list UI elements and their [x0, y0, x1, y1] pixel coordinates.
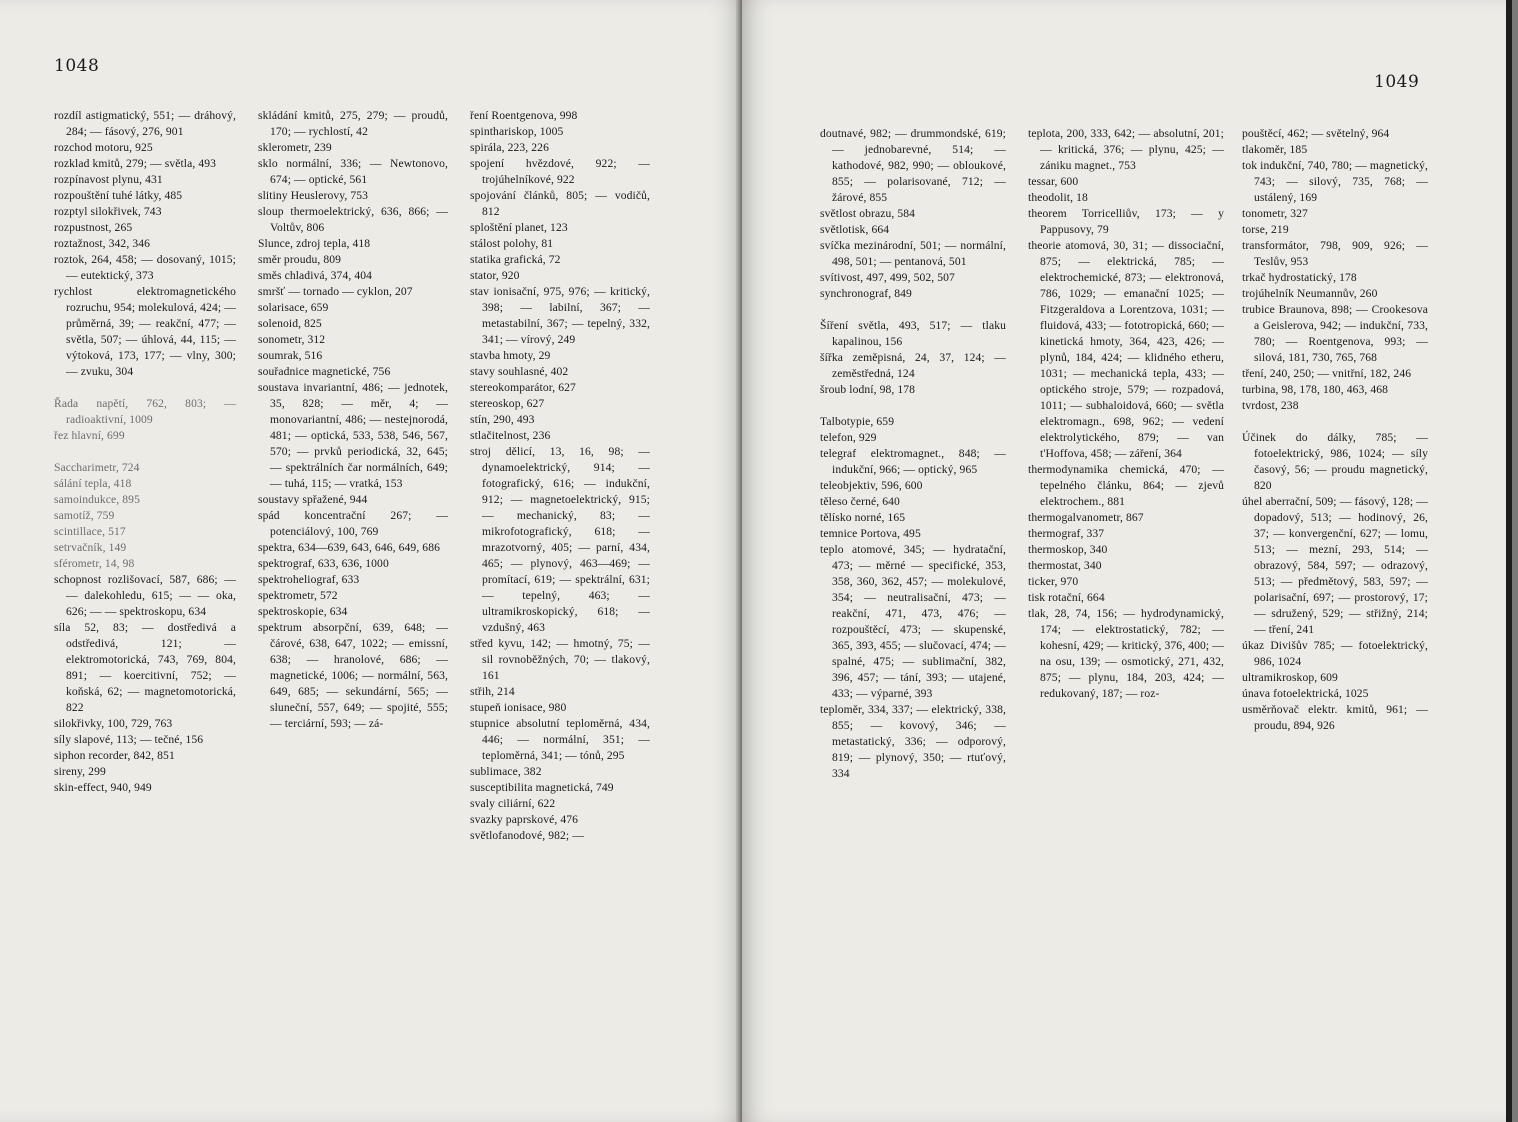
index-entry: usměrňovač elektr. kmitů, 961; — proudu, 894, 926 — [1242, 703, 1428, 732]
index-entry: solenoid, 825 — [258, 317, 322, 330]
index-entry: rozpustnost, 265 — [54, 221, 133, 234]
index-entry: rozpínavost plynu, 431 — [54, 173, 163, 186]
left-page — [0, 0, 742, 1122]
index-entry: skládání kmitů, 275, 279; — proudů, 170; — rychlostí, 42 — [258, 109, 448, 138]
index-entry: tlakoměr, 185 — [1242, 143, 1308, 156]
index-entry: roztažnost, 342, 346 — [54, 237, 151, 250]
index-entry: ultramikroskop, 609 — [1242, 671, 1338, 684]
index-entry: sonometr, 312 — [258, 333, 326, 346]
index-entry: spád koncentrační 267; — potenciálový, 100, 769 — [258, 509, 448, 538]
index-entry: spektrum absorpční, 639, 648; — čárové, 638, 647, 1022; — emissní, 638; — hranolové, 686; — magnetické, 1006; — normální, 563, 649, 685; — sekundární, 565; — sluneční, 557, 649; — spojité, 555; — terciární, 593; — zá- — [258, 621, 448, 730]
index-entry: světlotisk, 664 — [820, 223, 890, 236]
index-entry: telefon, 929 — [820, 431, 877, 444]
index-entry: Šíření světla, 493, 517; — tlaku kapalinou, 156 — [820, 319, 1006, 348]
index-entry: trubice Braunova, 898; — Crookesova a Geislerova, 942; — indukční, 733, 780; — Roentgenova, 993; — silová, 181, 730, 765, 768 — [1242, 303, 1428, 364]
index-entry: soustavy spřažené, 944 — [258, 493, 368, 506]
index-entry: světlofanodové, 982; — — [470, 829, 584, 842]
index-entry: Talbotypie, 659 — [820, 415, 895, 428]
index-entry: thermostat, 340 — [1028, 559, 1102, 572]
index-entry: tessar, 600 — [1028, 175, 1079, 188]
index-entry: smršť — tornado — cyklon, 207 — [258, 285, 413, 298]
index-entry: stupnice absolutní teploměrná, 434, 446; — normální, 351; — teploměrná, 341; — tónů, 295 — [470, 717, 650, 762]
index-entry: thermoskop, 340 — [1028, 543, 1108, 556]
index-entry: teplota, 200, 333, 642; — absolutní, 201; — kritická, 376; — plynu, 425; — zániku magnet., 753 — [1028, 127, 1224, 172]
index-entry: transformátor, 798, 909, 926; — Teslův, 953 — [1242, 239, 1428, 268]
index-entry: tvrdost, 238 — [1242, 399, 1299, 412]
index-entry: torse, 219 — [1242, 223, 1289, 236]
index-entry: spektrometr, 572 — [258, 589, 338, 602]
index-entry: směs chladivá, 374, 404 — [258, 269, 373, 282]
index-entry: stavy souhlasné, 402 — [470, 365, 569, 378]
index-entry: spojení hvězdové, 922; — trojúhelníkové, 922 — [470, 157, 650, 186]
index-entry: sálání tepla, 418 — [54, 477, 132, 490]
index-entry: stereokomparátor, 627 — [470, 381, 576, 394]
index-entry: svítivost, 497, 499, 502, 507 — [820, 271, 955, 284]
index-entry: trojúhelník Neumannův, 260 — [1242, 287, 1378, 300]
index-entry: spektroheliograf, 633 — [258, 573, 360, 586]
index-entry: souřadnice magnetické, 756 — [258, 365, 391, 378]
index-entry: úhel aberrační, 509; — fásový, 128; — dopadový, 513; — hodinový, 26, 37; — konvergenční, 627; — lomu, 513; — mezní, 293, 514; — obrazový, 584, 597; — odrazový, 513; — předmětový, 583, 597; — polarisační, 697; — prostorový, 17; — sdružený, 529; — střižný, 214; — tření, 241 — [1242, 495, 1428, 636]
index-entry: únava fotoelektrická, 1025 — [1242, 687, 1369, 700]
index-entry: trkač hydrostatický, 178 — [1242, 271, 1357, 284]
index-column-2 — [1028, 126, 1224, 702]
index-entry: sploštění planet, 123 — [470, 221, 568, 234]
index-entry: sireny, 299 — [54, 765, 106, 778]
index-entry: směr proudu, 809 — [258, 253, 342, 266]
page-edge — [1506, 0, 1512, 1122]
index-entry: stroj dělicí, 13, 16, 98; — dynamoelektrický, 914; — fotografický, 616; — indukční, 912; — magnetoelektrický, 915; — mechanický, 83; — mikrofotografický, 618; — mrazotvorný, 405; — parní, 434, 465; — plynový, 463—469; — promítací, 619; — spektrální, 631; — tepelný, 463; — ultramikroskopický, 618; — vzdušný, 463 — [470, 445, 650, 634]
index-entry: soustava invariantní, 486; — jednotek, 35, 828; — měr, 4; — monovariantní, 486; — nestejnorodá, 481; — optická, 533, 538, 546, 567, 570; — prvků periodická, 32, 645; — spektrálních čar normálních, 649; — tuhá, 115; — vratká, 153 — [258, 381, 448, 490]
index-entry: teplo atomové, 345; — hydratační, 473; — měrné — specifické, 353, 358, 360, 362, 457; — molekulové, 354; — neutralisační, 473; — reakční, 471, 473, 476; — rozpouštěcí, 473; — skupenské, 365, 393, 455; — slučovací, 474; — spalné, 475; — sublimační, 382, 396, 457; — tání, 393; — utajené, 433; — výparné, 393 — [820, 543, 1006, 700]
index-entry: světlost obrazu, 584 — [820, 207, 916, 220]
index-entry: stereoskop, 627 — [470, 397, 545, 410]
index-entry: řez hlavní, 699 — [54, 429, 125, 442]
index-entry: theorie atomová, 30, 31; — dissociační, 875; — elektrická, 785; — elektrochemické, 873; — elektronová, 786, 1029; — emanační 1025; — Fitzgeraldova a Lorentzova, 1031; — fluidová, 433; — fototropická, 660; — kinetická hmoty, 364, 423, 426; — plynů, 184, 424; — klidného etheru, 1031; — mechanická tepla, 433; — optického stroje, 579; — rozpadová, 1011; — subhaloidová, 660; — světla elektromagn., 698, 962; — vedení elektrolytického, 879; — van t'Hoffova, 458; — záření, 364 — [1028, 239, 1224, 460]
page-number: 1049 — [1374, 72, 1420, 92]
index-entry: stlačitelnost, 236 — [470, 429, 551, 442]
index-entry: spektroskopie, 634 — [258, 605, 348, 618]
index-entry: setrvačník, 149 — [54, 541, 127, 554]
index-entry: rozchod motoru, 925 — [54, 141, 153, 154]
index-entry: synchronograf, 849 — [820, 287, 912, 300]
index-entry: teleobjektiv, 596, 600 — [820, 479, 923, 492]
index-entry: theorem Torricelliův, 173; — y Pappusovy, 79 — [1028, 207, 1224, 236]
index-entry: tisk rotační, 664 — [1028, 591, 1105, 604]
index-entry: solarisace, 659 — [258, 301, 329, 314]
index-entry: thermodynamika chemická, 470; — tepelného článku, 864; — zjevů elektrochem., 881 — [1028, 463, 1224, 508]
index-entry: sférometr, 14, 98 — [54, 557, 135, 570]
index-entry: ticker, 970 — [1028, 575, 1079, 588]
index-entry: stupeň ionisace, 980 — [470, 701, 567, 714]
index-entry: susceptibilita magnetická, 749 — [470, 781, 614, 794]
index-entry: schopnost rozlišovací, 587, 686; — — dalekohledu, 615; — — oka, 626; — — spektroskopu, 634 — [54, 573, 236, 618]
index-entry: rozpouštění tuhé látky, 485 — [54, 189, 183, 202]
index-entry: siphon recorder, 842, 851 — [54, 749, 175, 762]
index-entry: spinthariskop, 1005 — [470, 125, 564, 138]
index-entry: stator, 920 — [470, 269, 520, 282]
index-entry: síla 52, 83; — dostředivá a odstředivá, 121; — elektromotorická, 743, 769, 804, 891; — koercitivní, 752; — koňská, 62; — magnetomotorická, 822 — [54, 621, 236, 714]
index-entry: Slunce, zdroj tepla, 418 — [258, 237, 371, 250]
index-entry: stav ionisační, 975, 976; — kritický, 398; — labilní, 367; — metastabilní, 367; — tepelný, 332, 341; — vírový, 249 — [470, 285, 650, 346]
index-entry: telegraf elektromagnet., 848; — indukční, 966; — optický, 965 — [820, 447, 1006, 476]
index-entry: střih, 214 — [470, 685, 515, 698]
index-column-1 — [820, 126, 1006, 782]
index-entry: samoindukce, 895 — [54, 493, 140, 506]
index-column-3 — [470, 108, 650, 844]
index-entry: tření, 240, 250; — vnitřní, 182, 246 — [1242, 367, 1412, 380]
index-entry: roztok, 264, 458; — dosovaný, 1015; — eutektický, 373 — [54, 253, 236, 282]
index-column-3 — [1242, 126, 1428, 734]
index-entry: sloup thermoelektrický, 636, 866; — Voltův, 806 — [258, 205, 448, 234]
index-entry: stálost polohy, 81 — [470, 237, 554, 250]
index-entry: doutnavé, 982; — drummondské, 619; — jednobarevné, 514; — kathodové, 982, 990; — obloukové, 855; — polarisované, 712; — žárové, 855 — [820, 127, 1006, 204]
index-entry: sublimace, 382 — [470, 765, 542, 778]
index-entry: stavba hmoty, 29 — [470, 349, 551, 362]
index-entry: úkaz Divišův 785; — fotoelektrický, 986, 1024 — [1242, 639, 1428, 668]
index-entry: slitiny Heuslerovy, 753 — [258, 189, 369, 202]
index-entry: spektra, 634—639, 643, 646, 649, 686 — [258, 541, 441, 554]
index-entry: rozklad kmitů, 279; — světla, 493 — [54, 157, 217, 170]
index-entry: sklo normální, 336; — Newtonovo, 674; — optické, 561 — [258, 157, 448, 186]
right-page — [742, 0, 1512, 1122]
index-entry: pouštěcí, 462; — světelný, 964 — [1242, 127, 1390, 140]
index-entry: střed kyvu, 142; — hmotný, 75; — sil rovnoběžných, 70; — tlakový, 161 — [470, 637, 650, 682]
index-column-1 — [54, 108, 236, 796]
index-entry: thermogalvanometr, 867 — [1028, 511, 1144, 524]
index-entry: šroub lodní, 98, 178 — [820, 383, 916, 396]
index-entry: síly slapové, 113; — tečné, 156 — [54, 733, 204, 746]
index-entry: rozptyl silokřivek, 743 — [54, 205, 162, 218]
index-entry: ření Roentgenova, 998 — [470, 109, 578, 122]
index-entry: spektrograf, 633, 636, 1000 — [258, 557, 389, 570]
index-entry: Saccharimetr, 724 — [54, 461, 140, 474]
index-entry: svazky paprskové, 476 — [470, 813, 579, 826]
index-entry: thermograf, 337 — [1028, 527, 1105, 540]
index-entry: těleso černé, 640 — [820, 495, 900, 508]
index-entry: teploměr, 334, 337; — elektrický, 338, 855; — kovový, 346; — metastatický, 336; — odporový, 819; — plynový, 350; — rtuťový, 334 — [820, 703, 1006, 780]
index-entry: stín, 290, 493 — [470, 413, 535, 426]
index-entry: theodolit, 18 — [1028, 191, 1088, 204]
index-entry: tělísko norné, 165 — [820, 511, 906, 524]
index-entry: šířka zeměpisná, 24, 37, 124; — zeměstředná, 124 — [820, 351, 1006, 380]
index-entry: Účinek do dálky, 785; — fotoelektrický, 986, 1024; — síly časový, 56; — proudu magnetický, 820 — [1242, 431, 1428, 492]
index-entry: spirála, 223, 226 — [470, 141, 549, 154]
index-entry: spojování článků, 805; — vodičů, 812 — [470, 189, 650, 218]
index-entry: tonometr, 327 — [1242, 207, 1308, 220]
index-column-2 — [258, 108, 448, 732]
index-entry: svíčka mezinárodní, 501; — normální, 498, 501; — pentanová, 501 — [820, 239, 1006, 268]
index-entry: tok indukční, 740, 780; — magnetický, 743; — silový, 735, 768; — ustálený, 169 — [1242, 159, 1428, 204]
index-entry: sklerometr, 239 — [258, 141, 332, 154]
page-number: 1048 — [54, 56, 100, 76]
index-entry: temnice Portova, 495 — [820, 527, 921, 540]
index-entry: rychlost elektromagnetického rozruchu, 954; molekulová, 424; — průměrná, 39; — reakční, 477; — světla, 507; — úhlová, 44, 115; — výtoková, 173, 177; — vlny, 300; — zvuku, 304 — [54, 285, 236, 378]
index-entry: silokřivky, 100, 729, 763 — [54, 717, 173, 730]
index-entry: turbina, 98, 178, 180, 463, 468 — [1242, 383, 1389, 396]
index-entry: statika grafická, 72 — [470, 253, 561, 266]
index-entry: rozdíl astigmatický, 551; — dráhový, 284; — fásový, 276, 901 — [54, 109, 236, 138]
index-entry: scintillace, 517 — [54, 525, 126, 538]
index-entry: samotíž, 759 — [54, 509, 115, 522]
index-entry: soumrak, 516 — [258, 349, 323, 362]
index-entry: tlak, 28, 74, 156; — hydrodynamický, 174; — elektrostatický, 782; — kohesní, 429; — kritický, 376, 400; — na osu, 139; — osmotický, 271, 432, 875; — plynu, 184, 203, 424; — redukovaný, 187; — roz- — [1028, 607, 1224, 700]
index-entry: skin-effect, 940, 949 — [54, 781, 152, 794]
index-entry: Řada napětí, 762, 803; — radioaktivní, 1009 — [54, 397, 236, 426]
index-entry: svaly ciliární, 622 — [470, 797, 556, 810]
